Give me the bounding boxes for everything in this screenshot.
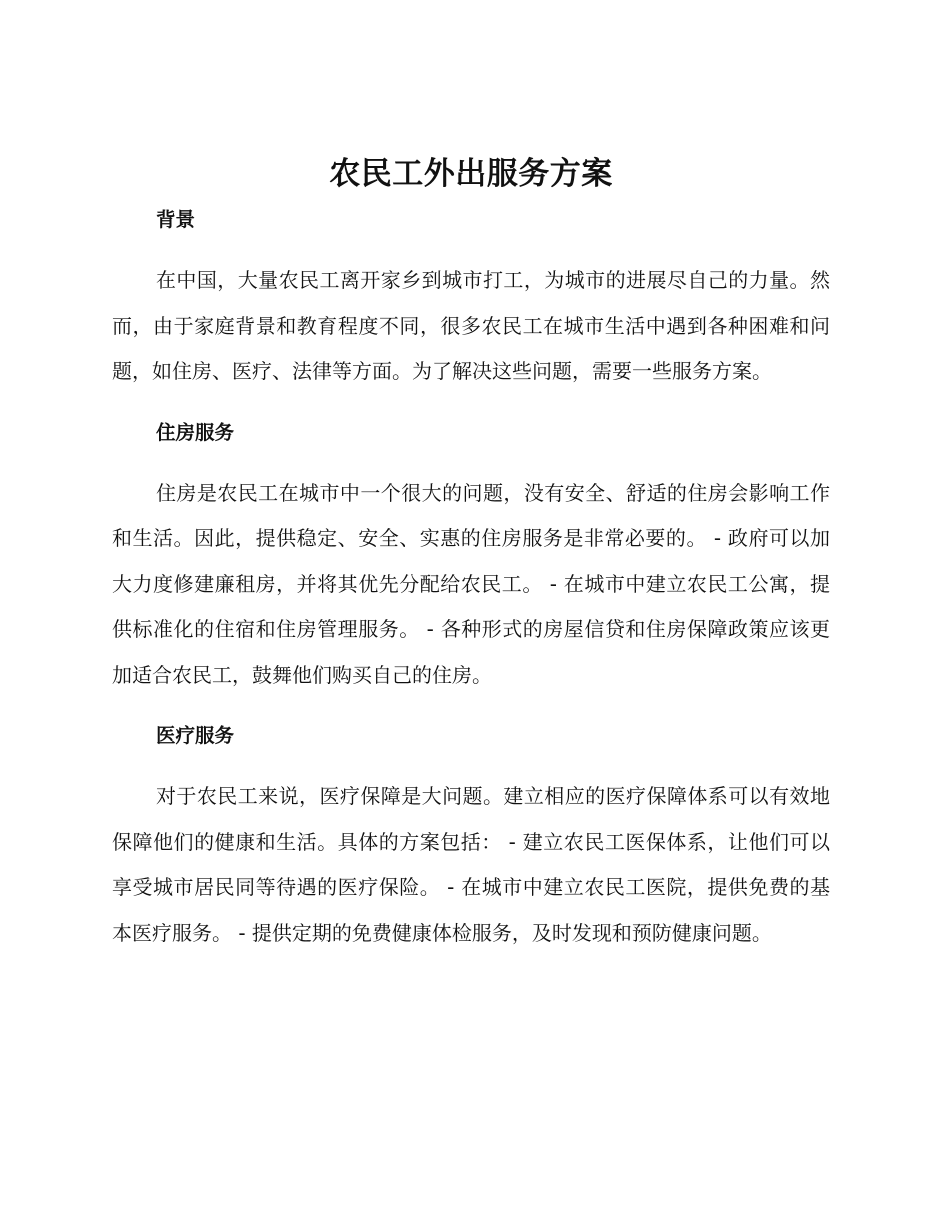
section-housing	[112, 413, 830, 699]
section-medical	[112, 716, 830, 956]
document-title: 农民工外出服务方案	[329, 156, 613, 192]
section-body-housing: 住房是农民工在城市中一个很大的问题，没有安全、舒适的住房会影响工作和生活。因此，提供稳定、安全、实惠的住房服务是非常必要的。 - 政府可以加大力度修建廉租房，并将其优先分配给农民工。 - 在城市中建立农民工公寓，提供标准化的住宿和住房管理服务。 - 各种形式的房屋信贷和住房保障政策应该更加适合农民工，鼓舞他们购买自己的住房。	[112, 480, 830, 687]
section-heading-medical: 医疗服务	[156, 724, 235, 747]
document-page	[112, 148, 830, 956]
section-heading-background: 背景	[156, 208, 196, 231]
section-background	[112, 200, 830, 395]
section-heading-housing: 住房服务	[156, 420, 235, 444]
section-body-medical: 对于农民工来说，医疗保障是大问题。建立相应的医疗保障体系可以有效地保障他们的健康和生活。具体的方案包括： - 建立农民工医保体系，让他们可以享受城市居民同等待遇的医疗保险。 - 在城市中建立农民工医院，提供免费的基本医疗服务。 - 提供定期的免费健康体检服务，及时发现和预防健康问题。	[112, 784, 830, 945]
section-body-background: 在中国，大量农民工离开家乡到城市打工，为城市的进展尽自己的力量。然而，由于家庭背景和教育程度不同，很多农民工在城市生活中遇到各种困难和问题，如住房、医疗、法律等方面。为了解决这些问题，需要一些服务方案。	[112, 268, 830, 383]
